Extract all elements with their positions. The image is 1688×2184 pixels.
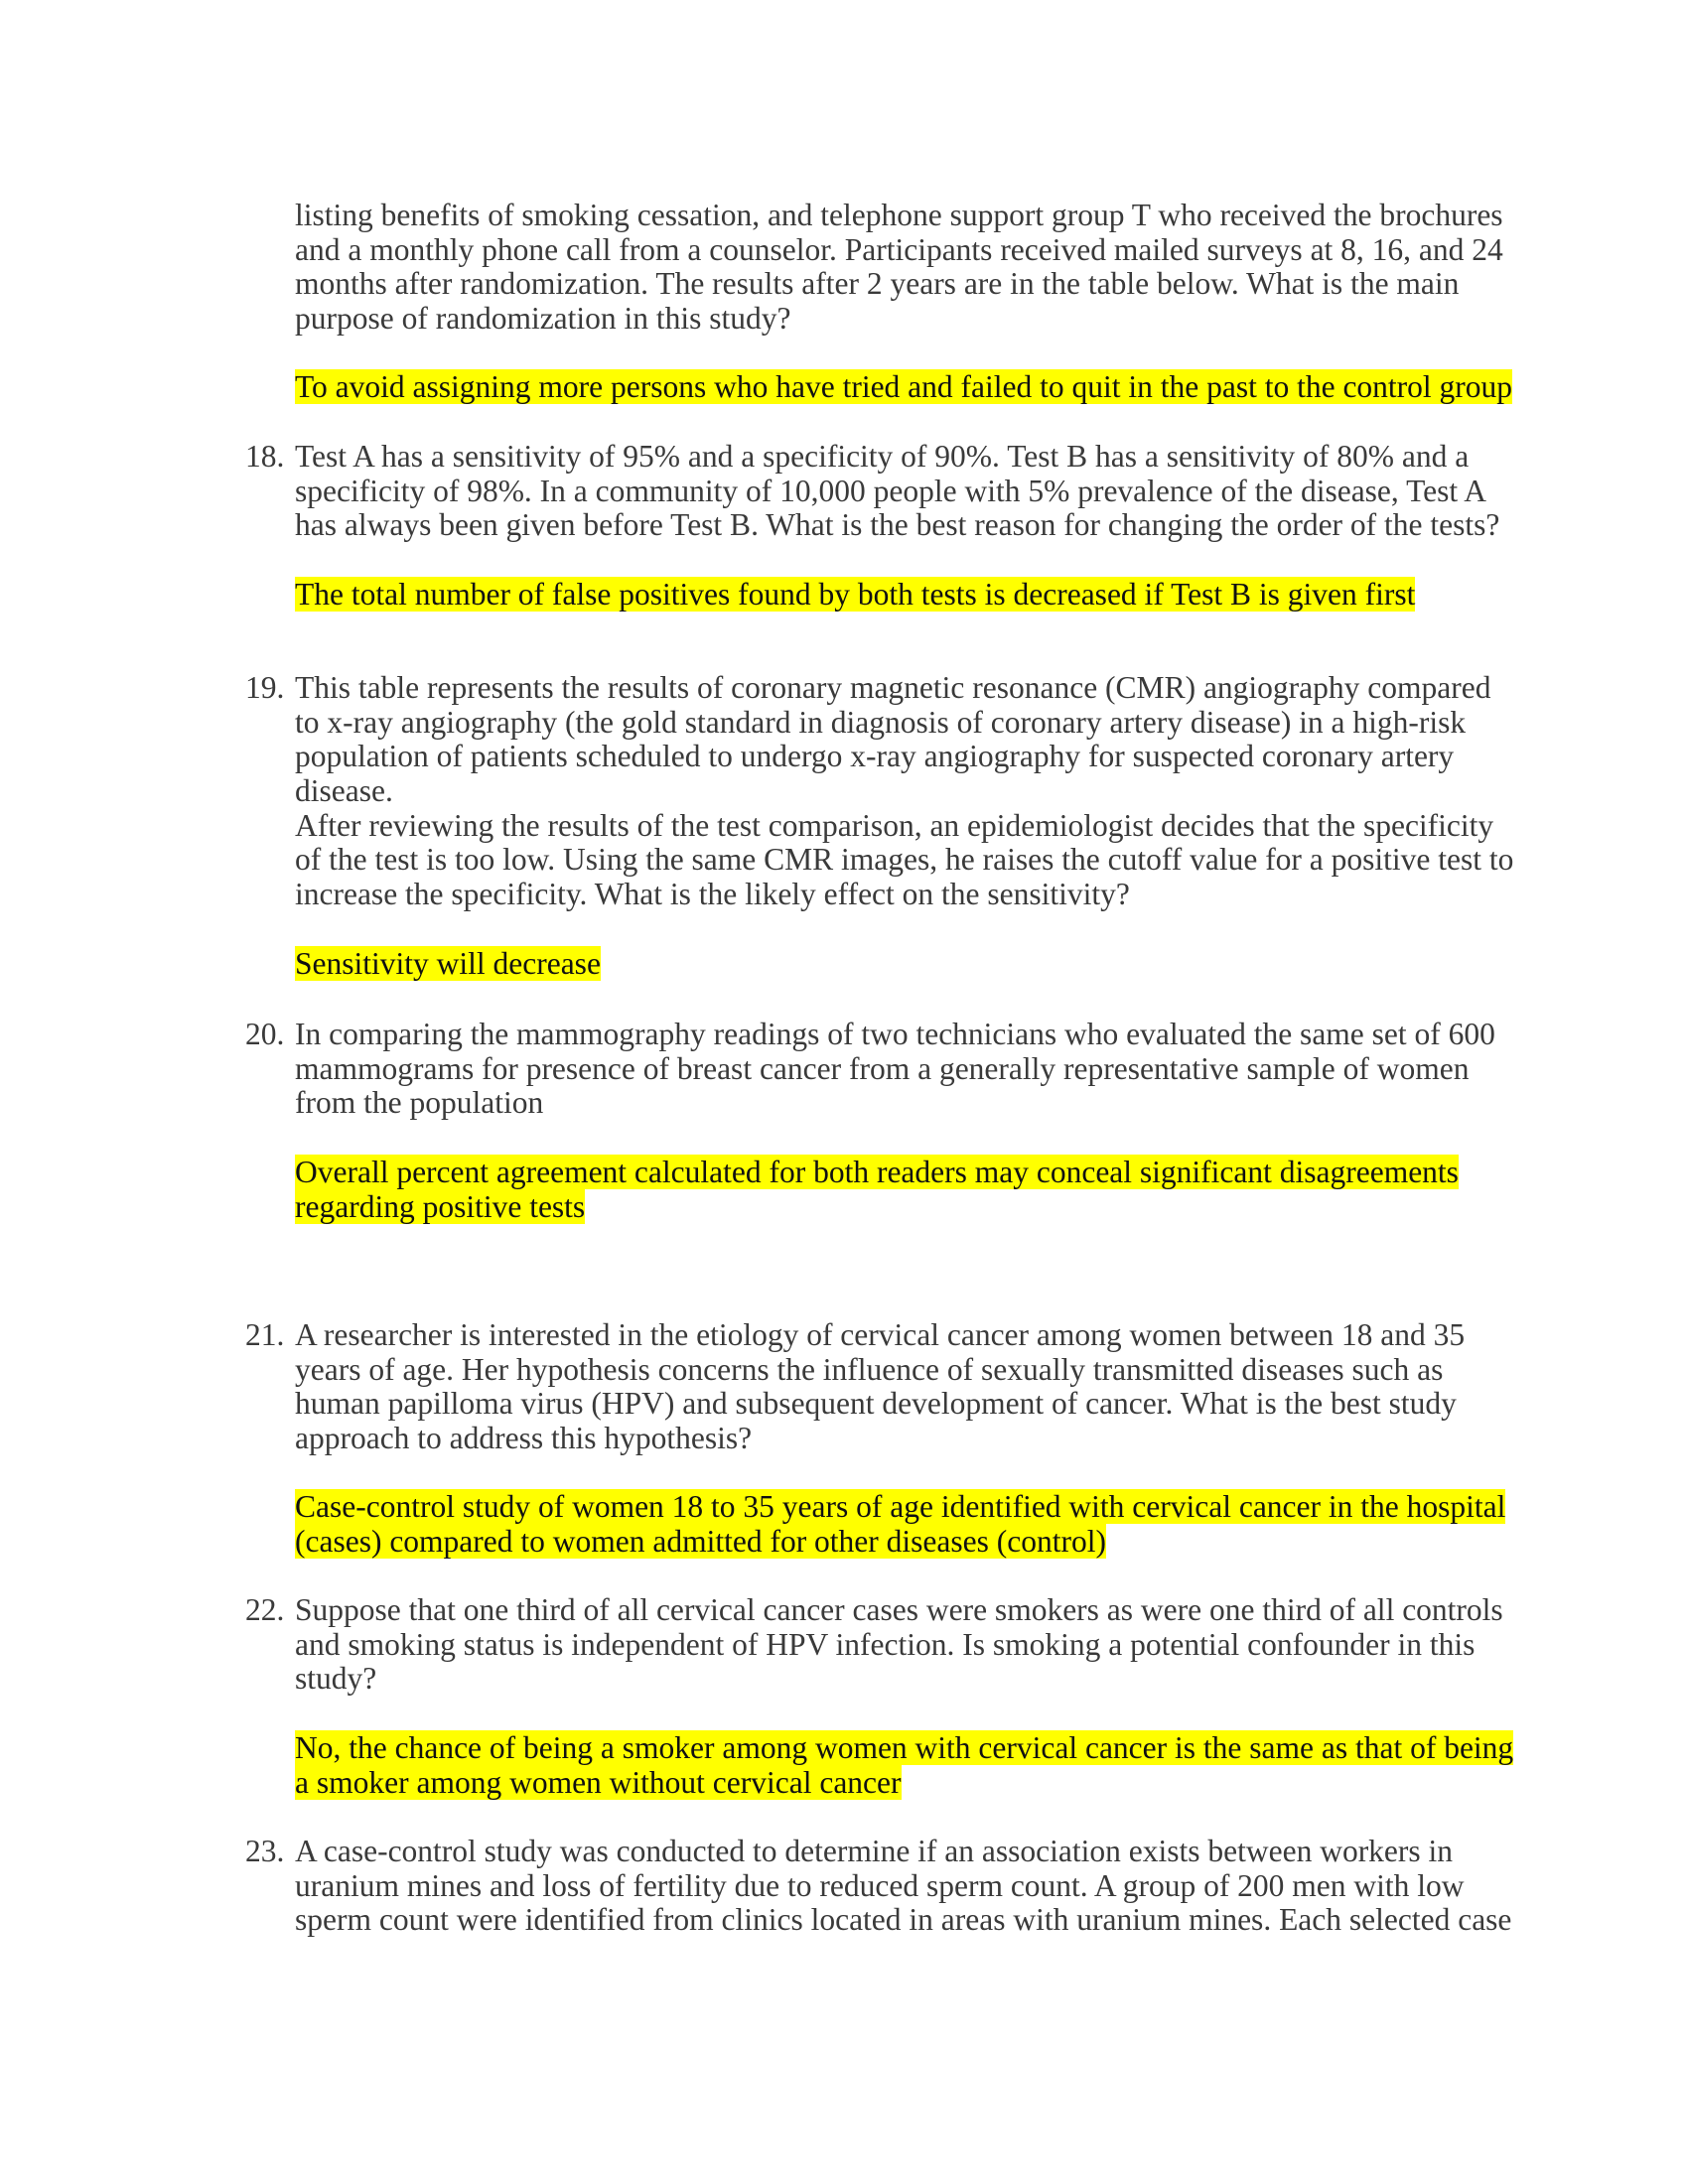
question-19-answer: [295, 947, 601, 982]
text-line: specificity of 98%. In a community of 10,000 people with 5% prevalence of the disease, Test A: [295, 473, 1487, 508]
text-line: uranium mines and loss of fertility due to reduced sperm count. A group of 200 men with low: [295, 1867, 1465, 1903]
highlighted-answer: regarding positive tests: [295, 1188, 586, 1224]
text-line: In comparing the mammography readings of two technicians who evaluated the same set of 600: [295, 1017, 1495, 1051]
question-number: 20.: [245, 1017, 285, 1051]
question-number: 23.: [245, 1834, 285, 1868]
text-line: years of age. Her hypothesis concerns the influence of sexually transmitted diseases such as: [295, 1351, 1444, 1387]
text-line: Test A has a sensitivity of 95% and a specificity of 90%. Test B has a sensitivity of 80% and a: [295, 439, 1470, 474]
highlighted-answer: No, the chance of being a smoker among women with cervical cancer is the same as that of being: [295, 1730, 1514, 1765]
text-line: sperm count were identified from clinics located in areas with uranium mines. Each selected case: [295, 1902, 1512, 1938]
text-line: This table represents the results of coronary magnetic resonance (CMR) angiography compared: [295, 670, 1491, 705]
text-line: Suppose that one third of all cervical cancer cases were smokers as were one third of all controls: [295, 1592, 1503, 1627]
highlighted-answer: Overall percent agreement calculated for both readers may conceal significant disagreements: [295, 1155, 1459, 1189]
highlighted-answer: To avoid assigning more persons who have tried and failed to quit in the past to the control group: [295, 369, 1513, 404]
text-line: human papilloma virus (HPV) and subsequent development of cancer. What is the best study: [295, 1386, 1457, 1422]
question-19-text: [245, 670, 1514, 912]
highlighted-answer: (cases) compared to women admitted for other diseases (control): [295, 1523, 1106, 1559]
text-line: and smoking status is independent of HPV infection. Is smoking a potential confounder in this: [295, 1626, 1476, 1662]
question-21-text: [245, 1317, 1466, 1456]
question-23-text: [245, 1834, 1512, 1938]
question-18-text: [245, 439, 1500, 543]
text-line: to x-ray angiography (the gold standard in diagnosis of coronary artery disease) in a high-risk: [295, 704, 1467, 740]
text-line: listing benefits of smoking cessation, and telephone support group T who received the brochures: [295, 198, 1503, 232]
highlighted-answer: Sensitivity will decrease: [295, 946, 601, 981]
question-number: 22.: [245, 1592, 285, 1627]
question-number: 19.: [245, 670, 285, 705]
question-number: 21.: [245, 1317, 285, 1352]
text-line: A case-control study was conducted to determine if an association exists between workers in: [295, 1834, 1454, 1868]
text-line: increase the specificity. What is the likely effect on the sensitivity?: [295, 877, 1130, 912]
text-line: of the test is too low. Using the same CMR images, he raises the cutoff value for a positive test to: [295, 842, 1514, 878]
question-20-text: [245, 1017, 1495, 1121]
question-18-answer: [295, 578, 1415, 613]
text-line: has always been given before Test B. What is the best reason for changing the order of the tests?: [295, 507, 1500, 543]
highlighted-answer: The total number of false positives found by both tests is decreased if Test B is given first: [295, 577, 1416, 612]
text-line: population of patients scheduled to undergo x-ray angiography for suspected coronary artery: [295, 739, 1455, 774]
text-line: approach to address this hypothesis?: [295, 1421, 753, 1456]
text-line: study?: [295, 1661, 377, 1697]
question-21-answer: [295, 1490, 1505, 1559]
question-number: 18.: [245, 439, 285, 474]
text-line: A researcher is interested in the etiology of cervical cancer among women between 18 and 35: [295, 1317, 1466, 1352]
question-17-text: [295, 199, 1503, 337]
text-line: After reviewing the results of the test comparison, an epidemiologist decides that the specificity: [295, 807, 1494, 843]
text-line: mammograms for presence of breast cancer from a generally representative sample of women: [295, 1050, 1470, 1086]
text-line: disease.: [295, 773, 393, 809]
question-20-answer: [295, 1156, 1459, 1224]
highlighted-answer: Case-control study of women 18 to 35 years of age identified with cervical cancer in the hospital: [295, 1489, 1506, 1524]
question-22-answer: [295, 1731, 1513, 1800]
highlighted-answer: a smoker among women without cervical cancer: [295, 1764, 902, 1800]
text-line: months after randomization. The results after 2 years are in the table below. What is the main: [295, 266, 1460, 302]
question-22-text: [245, 1592, 1503, 1697]
text-line: from the population: [295, 1085, 544, 1121]
text-line: purpose of randomization in this study?: [295, 301, 791, 337]
text-line: and a monthly phone call from a counselor. Participants received mailed surveys at 8, 16, and 24: [295, 231, 1503, 267]
question-17-answer: [295, 370, 1512, 405]
